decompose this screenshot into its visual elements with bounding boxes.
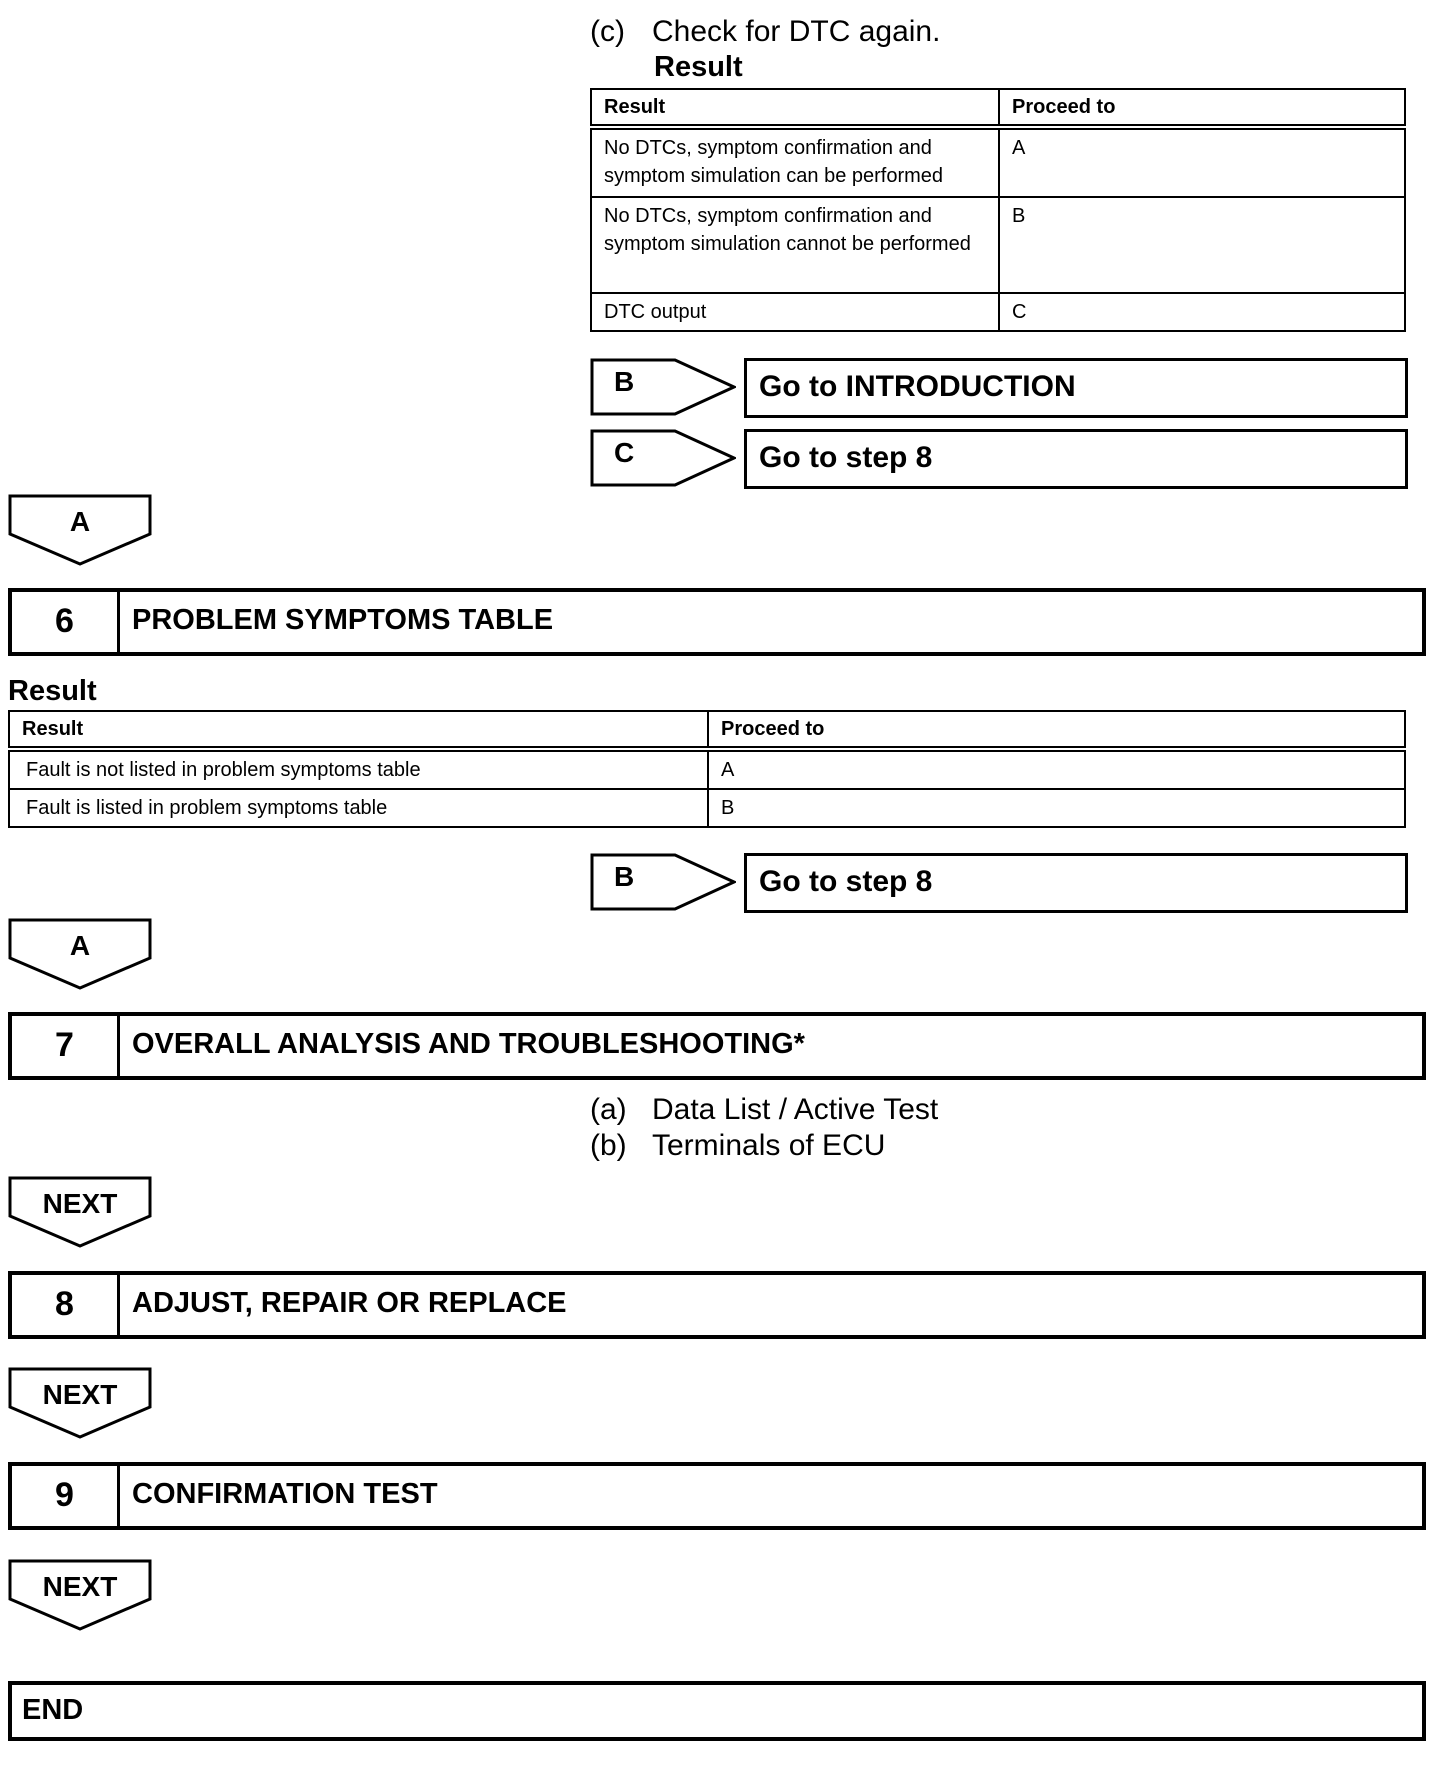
- step-number: 6: [12, 592, 120, 652]
- result-heading: Result: [654, 51, 743, 83]
- step-6-header: [8, 588, 1426, 656]
- substep-a-text: Data List / Active Test: [652, 1093, 939, 1126]
- substep-c: [590, 14, 940, 50]
- substep-a: [590, 1092, 938, 1128]
- step-title: OVERALL ANALYSIS AND TROUBLESHOOTING*: [132, 1028, 805, 1060]
- branch-b-arrow[interactable]: [590, 853, 736, 911]
- header-proceed: Proceed to: [708, 711, 1405, 749]
- table-row: [9, 749, 1405, 789]
- branch-c-arrow[interactable]: [590, 429, 736, 487]
- cell-proceed: A: [999, 127, 1405, 197]
- cell-proceed: B: [708, 789, 1405, 827]
- goto-step-8[interactable]: Go to step 8: [744, 853, 1408, 913]
- branch-letter: C: [614, 437, 635, 468]
- cell-result: DTC output: [591, 293, 999, 331]
- dtc-result-table: [590, 88, 1406, 332]
- right-arrow-icon: [590, 358, 736, 416]
- step-title: CONFIRMATION TEST: [132, 1478, 438, 1510]
- step-number: 7: [12, 1016, 120, 1076]
- next-a-tag[interactable]: [8, 494, 152, 568]
- step-number: 8: [12, 1275, 120, 1335]
- end-box: END: [8, 1681, 1426, 1741]
- next-tag[interactable]: [8, 1367, 152, 1441]
- cell-result: No DTCs, symptom confirmation and symptom simulation cannot be performed: [591, 197, 999, 293]
- down-tag-label: A: [69, 930, 91, 961]
- step-9-header: [8, 1462, 1426, 1530]
- next-tag[interactable]: [8, 1559, 152, 1633]
- table-header-row: [591, 89, 1405, 127]
- cell-proceed: B: [999, 197, 1405, 293]
- result-heading: Result: [8, 675, 97, 707]
- cell-proceed: A: [708, 749, 1405, 789]
- cell-result: Fault is not listed in problem symptoms table: [9, 749, 708, 789]
- branch-b-arrow[interactable]: [590, 358, 736, 416]
- symptoms-result-table: [8, 710, 1406, 828]
- step-title: PROBLEM SYMPTOMS TABLE: [132, 604, 554, 636]
- substep-b-label: (b): [590, 1129, 627, 1162]
- table-row: [9, 789, 1405, 827]
- table-header-row: [9, 711, 1405, 749]
- header-result: Result: [591, 89, 999, 127]
- table-row: [591, 293, 1405, 331]
- goto-introduction[interactable]: Go to INTRODUCTION: [744, 358, 1408, 418]
- down-tag-label: NEXT: [42, 1379, 118, 1410]
- right-arrow-icon: [590, 853, 736, 911]
- cell-proceed: C: [999, 293, 1405, 331]
- cell-result: No DTCs, symptom confirmation and symptom simulation can be performed: [591, 127, 999, 197]
- branch-letter: B: [614, 366, 635, 397]
- down-tag-label: NEXT: [42, 1571, 118, 1602]
- next-tag[interactable]: [8, 1176, 152, 1250]
- header-result: Result: [9, 711, 708, 749]
- table-row: [591, 127, 1405, 197]
- substep-c-text: Check for DTC again.: [652, 15, 941, 48]
- table-row: [591, 197, 1405, 293]
- substep-b: [590, 1128, 885, 1164]
- down-tag-label: NEXT: [42, 1188, 118, 1219]
- header-proceed: Proceed to: [999, 89, 1405, 127]
- substep-b-text: Terminals of ECU: [652, 1129, 886, 1162]
- right-arrow-icon: [590, 429, 736, 487]
- step-number: 9: [12, 1466, 120, 1526]
- substep-c-label: (c): [590, 15, 625, 48]
- goto-step-8[interactable]: Go to step 8: [744, 429, 1408, 489]
- cell-result: Fault is listed in problem symptoms table: [9, 789, 708, 827]
- step-7-header: [8, 1012, 1426, 1080]
- down-tag-label: A: [69, 506, 91, 537]
- step-8-header: [8, 1271, 1426, 1339]
- step-title: ADJUST, REPAIR OR REPLACE: [132, 1287, 567, 1319]
- branch-letter: B: [614, 861, 635, 892]
- next-a-tag[interactable]: [8, 918, 152, 992]
- substep-a-label: (a): [590, 1093, 627, 1126]
